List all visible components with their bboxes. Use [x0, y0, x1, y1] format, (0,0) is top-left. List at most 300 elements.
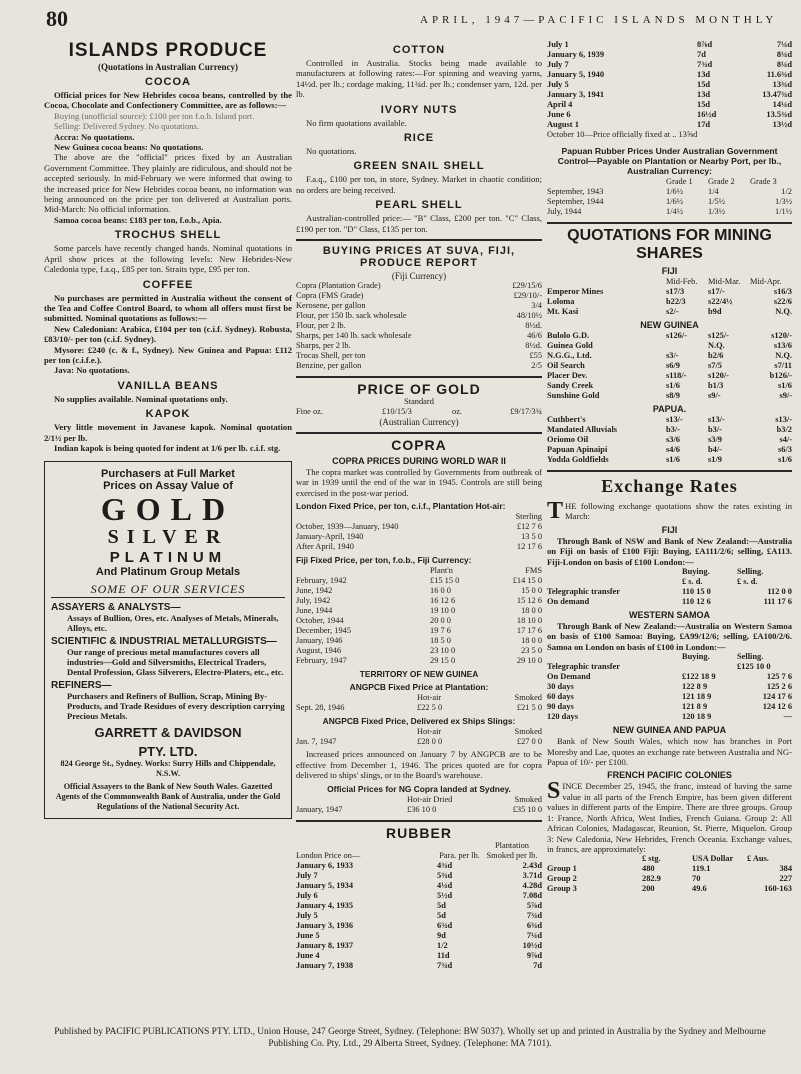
samoa-para: Through Bank of New Zealand:—Australia on Western Samoa on basis of £100 Samoa: Buying, £A99/12/6; selling, £A100/2/6. Samoa on London on basis of £100 in London:—	[547, 621, 792, 652]
table-cell: 1/4	[708, 187, 719, 196]
table-cell: Flour, per 2 lb.	[296, 321, 346, 331]
table-cell: 6¾d	[526, 920, 542, 930]
rubber-colhead	[296, 841, 542, 861]
gold-std-value: £9/17/3¾	[510, 407, 542, 417]
table-cell: 7d	[697, 50, 706, 59]
copra-para: Increased prices announced on January 7 by ANGPCB are to be effective from December 1, 1946. The prices quoted are for copra delivered to ships' slings, or to the Board's warehouse.	[296, 749, 542, 781]
table-cell: s3/6	[666, 435, 680, 444]
table-row	[547, 70, 792, 80]
fiji-exchange-table	[547, 587, 792, 607]
mining-colhead: Mid-Feb. Mid-Mar. Mid-Apr.	[666, 277, 782, 286]
ad-silver: SILVER	[107, 526, 229, 549]
coffee-para: Mysore: £240 (c. & f., Sydney). New Guinea and Papua: £112 per ton (c.i.f.e.).	[44, 344, 292, 365]
cocoa-para: New Guinea cocoa beans: No quotations.	[54, 142, 204, 153]
table-row	[296, 281, 542, 291]
ng-col-smoked: Smoked	[514, 794, 542, 804]
copra-fiji-table	[296, 576, 542, 666]
table-row	[296, 606, 542, 616]
table-cell: January 6, 1939	[547, 50, 605, 59]
gold-fine-value: £10/15/3	[382, 407, 412, 417]
table-cell: 2.43d	[522, 860, 542, 870]
exchange-heading: Exchange Rates	[601, 476, 738, 496]
table-row	[547, 361, 792, 371]
table-cell: s9/-	[708, 391, 721, 400]
french-para: SINCE December 25, 1945, the franc, instead of having the same value in all parts of the French Empire, has been given different values in different parts of the Empire. There are three groups. Group 1: France, North Africa, West Indies, French Guiana. Group 2: All African Colonies, Madagascar, Reunion, St. Pierre, Miquelon. Group 3: New Caledonia, New Hebrides, French Oceania. Exchange values, in francs, are approximately:	[547, 778, 792, 854]
table-cell: Sandy Creek	[547, 381, 594, 390]
table-cell: 13 5 0	[521, 532, 542, 542]
table-row	[296, 596, 542, 606]
table-cell: Copra (FMS Grade)	[296, 291, 364, 301]
table-cell: s13/6	[773, 341, 792, 350]
table-row	[296, 331, 542, 341]
table-cell: 3.71d	[522, 870, 542, 880]
column-1	[44, 40, 292, 819]
rubber-col-london: London Price on—	[296, 850, 361, 860]
table-cell: Sharps, per 140 lb. sack wholesale	[296, 331, 412, 341]
table-cell: 2/5	[531, 361, 542, 371]
exchange-intro: THE following exchange quotations show the rates existing in March:	[547, 498, 792, 524]
table-cell: s1/6	[778, 381, 792, 390]
coffee-para: No purchases are permitted in Australia without the consent of the Tea and Coffee Control Board, to whom all offers must first be submitted. Nominal quotations as follows:—	[44, 292, 292, 324]
table-cell: January 3, 1941	[547, 90, 605, 99]
table-cell: s1/6	[666, 455, 680, 464]
table-cell: 16 12 6	[430, 596, 456, 606]
table-cell: 7¼d	[526, 930, 542, 940]
table-row	[296, 532, 542, 542]
table-cell: Kerosene, per gallon	[296, 301, 366, 311]
table-row	[296, 891, 542, 901]
table-row	[296, 351, 542, 361]
table-cell: 8½d.	[525, 341, 542, 351]
ivory-para: No firm quotations available.	[306, 117, 407, 128]
exchange-fiji: FIJI	[661, 524, 678, 535]
kapok-para: Indian kapok is being quoted for indent at 1/6 per lb. c.i.f. stg.	[54, 442, 281, 453]
tng-row: Sept. 28, 1946 £22 5 0 £21 5 0	[296, 703, 542, 713]
table-row	[547, 455, 792, 465]
kapok-para: Very little movement in Javanese kapok. Nominal quotation 2/1½ per lb.	[44, 422, 292, 443]
table-cell: 124 17 6	[762, 692, 792, 702]
mining-ng: NEW GUINEA	[640, 320, 699, 330]
table-cell: Mandated Alluvials	[547, 425, 618, 434]
ad-services-heading: SOME OF OUR SERVICES	[51, 582, 285, 598]
table-cell: After April, 1940	[296, 542, 354, 552]
table-row	[296, 291, 542, 301]
table-cell: b9d	[708, 307, 722, 316]
table-cell: 4.28d	[522, 880, 542, 890]
gold-row	[296, 407, 542, 417]
table-cell: £15 15 0	[430, 576, 460, 586]
rubber-heading: RUBBER	[386, 824, 452, 841]
table-cell: 13.5¾d	[766, 110, 792, 119]
table-cell: 6¾d	[437, 920, 453, 930]
ad-service-heading: ASSAYERS & ANALYSTS—	[51, 602, 181, 614]
table-cell: b3/2	[776, 425, 792, 434]
table-cell: 13.47¾d	[762, 90, 792, 99]
table-cell: b3/-	[666, 425, 680, 434]
table-row	[296, 301, 542, 311]
table-cell: 7d	[533, 960, 542, 970]
table-cell: Placer Dev.	[547, 371, 588, 380]
table-cell: s1/9	[708, 455, 722, 464]
ad-service-heading: SCIENTIFIC & INDUSTRIAL METALLURGISTS—	[51, 636, 277, 648]
table-row	[296, 921, 542, 931]
table-row	[296, 861, 542, 871]
table-row	[296, 941, 542, 951]
table-cell: 5d	[437, 900, 446, 910]
dropcap: S	[547, 778, 561, 805]
table-cell: 121 18 9	[682, 692, 712, 702]
ngp-para: Bank of New South Wales, which now has branches in Port Moresby and Lae, quotes an exchange rate between Australia and NG-Papua of 10/- per £100.	[547, 736, 792, 768]
table-cell: 8⅞d	[697, 40, 713, 49]
samoa-heading: WESTERN SAMOA	[629, 610, 710, 621]
table-row	[547, 60, 792, 70]
dropcap: T	[547, 498, 564, 524]
table-cell: b2/6	[708, 351, 724, 360]
table-row	[296, 542, 542, 552]
table-cell: Oriomo Oil	[547, 435, 589, 444]
table-cell: s3/9	[708, 435, 722, 444]
table-row	[296, 311, 542, 321]
papuan-colhead: Grade 1 Grade 2 Grade 3	[666, 177, 777, 186]
table-row	[547, 297, 792, 307]
table-cell: On demand	[547, 597, 590, 607]
cocoa-heading: COCOA	[145, 76, 191, 88]
ad-service-text: Purchasers and Refiners of Bullion, Scrap, Mining By-Products, and Trade Residues of every description carrying Precious Metals.	[67, 691, 285, 722]
tng-heading: TERRITORY OF NEW GUINEA	[359, 669, 479, 680]
ad-service-heading: REFINERS—	[51, 680, 112, 692]
table-row	[296, 931, 542, 941]
cocoa-para: Accra: No quotations.	[54, 131, 135, 142]
garrett-davidson-advert	[44, 461, 292, 819]
table-row	[296, 616, 542, 626]
table-row	[296, 321, 542, 331]
tng-colhead	[296, 693, 542, 703]
table-cell: Benzine, per gallon	[296, 361, 362, 371]
table-cell: 7¾d	[697, 60, 713, 69]
vanilla-para: No supplies available. Nominal quotations only.	[54, 393, 228, 404]
table-cell: Papuan Apinaipi	[547, 445, 608, 454]
divider	[296, 432, 542, 434]
table-row	[296, 901, 542, 911]
table-row	[296, 961, 542, 971]
table-row	[547, 120, 792, 130]
tng-sub: ANGPCB Fixed Price at Plantation:	[349, 682, 489, 693]
table-cell: 110 12 6	[682, 597, 711, 607]
table-cell: 13d	[697, 70, 711, 79]
table-row	[296, 576, 542, 586]
cocoa-para: Buying (unofficial source): £100 per ton f.o.b. Island port.	[54, 110, 255, 121]
table-cell: January, 1946	[296, 636, 343, 646]
gold-heading: PRICE OF GOLD	[357, 381, 481, 398]
table-cell: 5¾d	[437, 870, 453, 880]
table-row	[547, 100, 792, 110]
table-cell: June, 1942	[296, 586, 333, 596]
table-cell: Group 2	[547, 874, 577, 884]
table-cell: 1/5½	[708, 197, 725, 206]
tng-col-smoked: Smoked	[514, 693, 542, 703]
french-colhead: £ stg. USA Dollar £ Aus.	[642, 854, 769, 864]
french-heading: FRENCH PACIFIC COLONIES	[607, 770, 732, 781]
table-cell: 16½d	[697, 110, 717, 119]
mining-ng-table	[547, 331, 792, 401]
table-cell: January 7, 1938	[296, 960, 354, 970]
vanilla-heading: VANILLA BEANS	[117, 379, 219, 392]
table-cell: 30 days	[547, 682, 574, 692]
table-cell: 11.6¾d	[766, 70, 792, 79]
table-cell: 8½d.	[525, 321, 542, 331]
table-cell: s8/9	[666, 391, 680, 400]
ad-line: Prices on Assay Value of	[103, 480, 233, 493]
copra-fiji-heading: Fiji Fixed Price, per ton, f.o.b., Fiji Currency:	[296, 555, 472, 566]
table-cell: 110 15 0	[682, 587, 711, 597]
table-cell: s120/-	[708, 371, 729, 380]
tng-col-hotair: Hot-air	[417, 693, 442, 703]
table-cell: s6/3	[778, 445, 792, 454]
cotton-heading: COTTON	[392, 44, 446, 56]
ad-line: Purchasers at Full Market	[101, 468, 235, 481]
trochus-para: Some parcels have recently changed hands. Nominal quotations in April show prices at the following levels: New Hebrides-New Caledonia type, f.a.q., £85 per ton. Straits type, £95 per ton.	[44, 243, 292, 275]
mining-fiji-table	[547, 287, 792, 317]
table-cell: Group 1	[547, 864, 577, 874]
table-cell: Guinea Gold	[547, 341, 593, 350]
ad-gold: GOLD	[100, 491, 236, 528]
table-row	[547, 702, 792, 712]
table-cell: 112 0 0	[767, 587, 792, 597]
table-cell: 23 10 0	[430, 646, 456, 656]
gold-std-label: oz.	[452, 407, 462, 417]
table-cell: Telegraphic transfer	[547, 587, 620, 597]
table-cell: Sunshine Gold	[547, 391, 600, 400]
table-row	[547, 307, 792, 317]
table-cell: 480	[642, 864, 655, 874]
table-cell: 7¾d	[526, 910, 542, 920]
table-cell: 90 days	[547, 702, 574, 712]
table-cell: 1/3½	[775, 197, 792, 206]
table-row	[547, 884, 792, 894]
table-cell: 120 18 9	[682, 712, 712, 722]
table-cell: 3/4	[531, 301, 542, 311]
table-cell: 111 17 6	[763, 597, 792, 607]
table-cell: 23 5 0	[521, 646, 542, 656]
cocoa-para: Official prices for New Hebrides cocoa beans, controlled by the Cocoa, Chocolate and Confectionery Committee, are as follows:—	[44, 90, 292, 111]
table-row	[296, 522, 542, 532]
table-cell: 122 8 9	[682, 682, 708, 692]
divider	[296, 376, 542, 378]
table-row	[547, 197, 792, 207]
table-cell: s1/6	[778, 455, 792, 464]
table-cell: 10½d	[522, 940, 542, 950]
suva-heading: BUYING PRICES AT SUVA, FIJI, PRODUCE REPORT	[322, 245, 516, 270]
angpcb-col-hotair: Hot-air	[417, 727, 442, 737]
rubber-table-cont	[547, 40, 792, 130]
table-cell: 9d	[437, 930, 446, 940]
table-cell: January-April, 1940	[296, 532, 364, 542]
table-cell: 13¾d	[772, 80, 792, 89]
copra-heading: COPRA	[391, 437, 447, 454]
fiji-ex-units: £ s. d. £ s. d.	[682, 577, 758, 587]
rubber-oct-row: October 10—Price officially fixed at .. 13⅝d	[547, 130, 698, 139]
ad-firm-suffix: PTY. LTD.	[138, 744, 198, 760]
coffee-para: Java: No quotations.	[54, 365, 130, 376]
ng-copra-colhead	[296, 795, 542, 805]
copra-col-fms: FMS	[525, 566, 542, 576]
table-cell: July 1	[547, 40, 569, 49]
table-cell: Oil Search	[547, 361, 585, 370]
table-cell: January 5, 1940	[547, 70, 605, 79]
table-cell: 5½d	[437, 890, 453, 900]
cocoa-para: Selling: Delivered Sydney. No quotations.	[54, 121, 200, 132]
angpcb-heading: ANGPCB Fixed Price, Delivered ex Ships Slings:	[322, 716, 516, 727]
table-cell: Cuthbert's	[547, 415, 586, 424]
table-cell: b22/3	[666, 297, 686, 306]
ad-firm-name: GARRETT & DAVIDSON	[94, 725, 242, 741]
french-table	[547, 864, 792, 894]
table-cell: 60 days	[547, 692, 574, 702]
table-cell: Bulolo G.D.	[547, 331, 590, 340]
table-cell: 14¼d	[772, 100, 792, 109]
table-row	[296, 951, 542, 961]
table-row	[547, 381, 792, 391]
table-cell: 1/2	[437, 940, 448, 950]
ad-official: Official Assayers to the Bank of New South Wales. Gazetted Agents of the Commonwealth Bank of Australia, under the Gold Regulations of the National Security Act.	[55, 782, 281, 812]
table-cell: On Demand	[547, 672, 591, 682]
table-cell: £14 15 0	[512, 576, 542, 586]
table-cell: Group 3	[547, 884, 577, 894]
copra-london-table	[296, 522, 542, 552]
snail-para: F.a.q., £100 per ton, in store, Sydney. Market in chaotic condition; no orders are being received.	[296, 174, 542, 195]
table-cell: 282.9	[642, 874, 661, 884]
page-number: 80	[46, 6, 68, 31]
angpcb-col-smoked: Smoked	[514, 727, 542, 737]
table-cell: s22/4½	[708, 297, 733, 306]
copra-london-colhead	[296, 512, 542, 522]
table-cell: N.Q.	[775, 351, 792, 360]
table-cell: January 3, 1936	[296, 920, 354, 930]
table-cell: s16/3	[773, 287, 792, 296]
table-row	[296, 626, 542, 636]
coffee-heading: COFFEE	[142, 278, 194, 291]
table-row	[547, 90, 792, 100]
pearl-para: Australian-controlled price:— "B" Class, £200 per ton. "C" Class, £190 per ton. "D" Class, £135 per ton.	[296, 213, 542, 234]
table-cell: June, 1944	[296, 606, 333, 616]
table-cell: September, 1943	[547, 187, 604, 196]
table-cell: 11d	[437, 950, 450, 960]
table-cell: b1/3	[708, 381, 724, 390]
coffee-para: New Caledonian: Arabica, £104 per ton (c.i.f. Sydney). Robusta, £83/10/- per ton (c.i.f. Sydney).	[44, 323, 292, 345]
table-cell: 1/1½	[775, 207, 792, 216]
table-cell: Mt. Kasi	[547, 307, 579, 316]
table-cell: s4/6	[666, 445, 680, 454]
table-cell: January 4, 1935	[296, 900, 354, 910]
table-cell: 8¼d	[776, 60, 792, 69]
table-cell: 17d	[697, 120, 711, 129]
divider	[296, 820, 542, 822]
table-cell: —	[783, 712, 792, 722]
snail-heading: GREEN SNAIL SHELL	[353, 160, 485, 173]
copra-sub: COPRA PRICES DURING WORLD WAR II	[332, 456, 506, 467]
table-cell: s13/-	[775, 415, 792, 424]
cocoa-para: Samoa cocoa beans: £183 per ton, f.o.b., Apia.	[54, 214, 222, 225]
table-cell: £29/15/6	[512, 281, 542, 291]
table-cell: £122 18 9	[682, 672, 716, 682]
table-cell: 15 12 6	[516, 596, 542, 606]
ad-platinum-group: And Platinum Group Metals	[95, 566, 241, 579]
table-cell: s17/3	[666, 287, 685, 296]
trochus-heading: TROCHUS SHELL	[114, 229, 222, 242]
table-cell: February, 1942	[296, 576, 347, 586]
column-2	[296, 40, 542, 971]
table-row	[547, 341, 792, 351]
column-3	[547, 40, 792, 894]
table-cell: 7.08d	[522, 890, 542, 900]
table-row	[547, 207, 792, 217]
table-cell: 200	[642, 884, 655, 894]
table-cell: September, 1944	[547, 197, 604, 206]
gold-fine-label: Fine oz.	[296, 407, 323, 417]
divider	[547, 222, 792, 224]
table-cell: Copra (Plantation Grade)	[296, 281, 381, 291]
cocoa-para: The above are the "official" prices fixed by an Australian Government Committee. They plainly are ridiculous, and should not be accepted seriously. In mid-February we were informed that owing to the increased price for New Hebrides cocoa beans, no information was being announced on the price per ton delivered at Australian ports. Mid-March: No official information.	[44, 152, 292, 215]
rubber-col-para: Para. per lb.	[439, 850, 480, 860]
table-cell: 8¼d	[776, 50, 792, 59]
table-cell: 19 7 6	[430, 626, 451, 636]
mining-papua: PAPUA.	[652, 404, 687, 414]
rubber-table	[296, 861, 542, 971]
table-row	[296, 881, 542, 891]
rubber-col-plantation: Plantation Smoked per lb.	[486, 840, 538, 860]
table-cell: January 6, 1933	[296, 860, 354, 870]
table-cell: 29 10 0	[516, 656, 542, 666]
table-cell: 1/2	[781, 187, 792, 196]
table-row	[547, 587, 792, 597]
table-cell: Emperor Mines	[547, 287, 604, 296]
copra-para: The copra market was controlled by Governments from outbreak of war in 1939 until the end of the war in 1945. Controls are still being exercised in the post-war period.	[296, 467, 542, 498]
table-cell: 384	[779, 864, 792, 874]
angpcb-row: Jan. 7, 1947 £28 0 0 £27 0 0	[296, 737, 542, 747]
table-cell: October, 1944	[296, 616, 344, 626]
table-row	[296, 911, 542, 921]
table-cell: s2/-	[666, 307, 679, 316]
table-cell: s6/9	[666, 361, 680, 370]
table-row	[547, 371, 792, 381]
table-cell: b3/-	[708, 425, 722, 434]
table-row	[547, 415, 792, 425]
table-row	[547, 287, 792, 297]
gold-col-standard: Standard	[404, 397, 434, 407]
ngp-heading: NEW GUINEA AND PAPUA	[612, 725, 727, 736]
samoa-colhead: Buying. Selling.	[682, 652, 764, 662]
table-cell: s1/6	[666, 381, 680, 390]
table-cell: 1/6½	[666, 197, 683, 206]
table-cell: s13/-	[708, 415, 725, 424]
table-cell: 1/3½	[708, 207, 725, 216]
papuan-rubber-table	[547, 187, 792, 217]
table-cell: 20 0 0	[430, 616, 451, 626]
ng-col-hotair: Hot-air Dried	[407, 794, 453, 804]
table-cell: July 7	[296, 870, 318, 880]
angpcb-colhead	[296, 727, 542, 737]
table-row	[547, 597, 792, 607]
table-cell: 15 0 0	[521, 586, 542, 596]
table-row	[547, 445, 792, 455]
table-cell: 48/10½	[516, 311, 542, 321]
table-cell: s3/-	[666, 351, 679, 360]
islands-produce-subtitle: (Quotations in Australian Currency)	[97, 62, 239, 72]
table-cell: N.Q.	[708, 341, 725, 350]
table-cell: 13d	[697, 90, 711, 99]
table-cell: s118/-	[666, 371, 687, 380]
table-cell: 125 2 6	[766, 682, 792, 692]
